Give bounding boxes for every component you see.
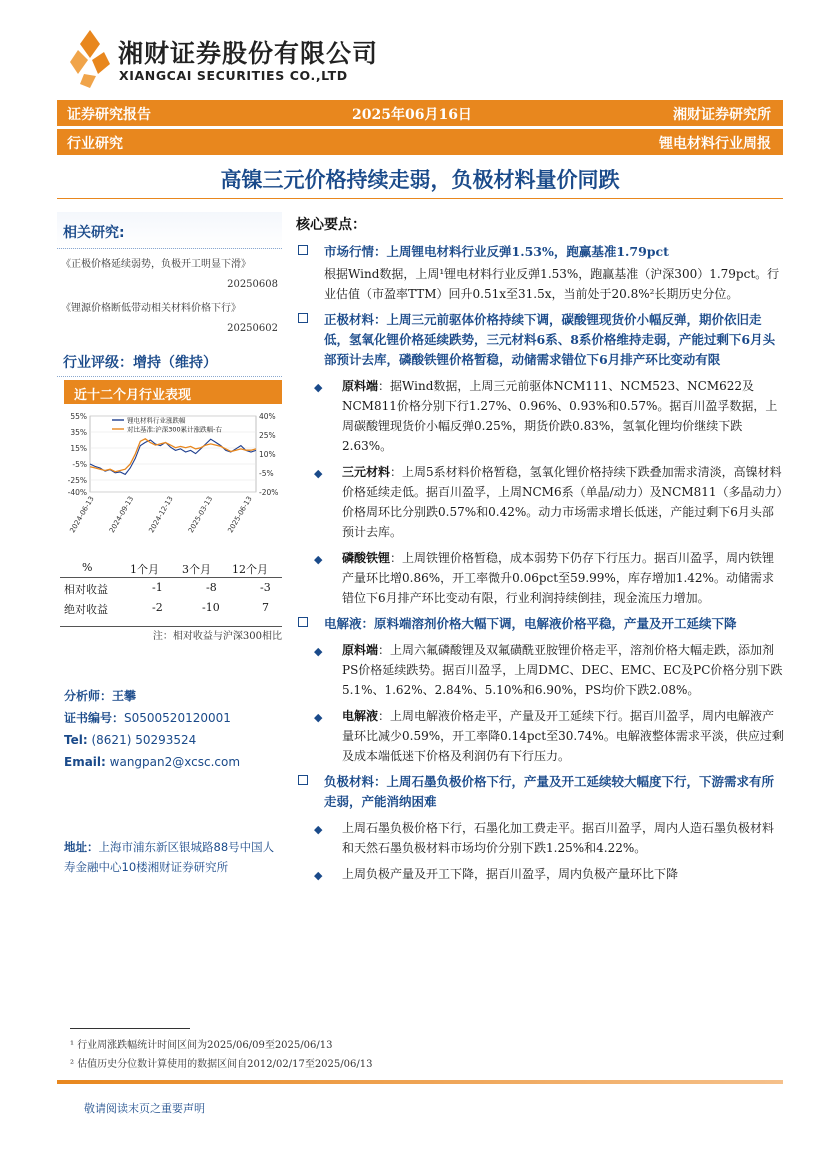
report-title: 高镍三元价格持续走弱，负极材料量价同跌: [220, 168, 620, 192]
analyst-label: 分析师：: [64, 689, 113, 703]
section-electrolyte: [296, 614, 784, 634]
analyst-info: [64, 685, 284, 773]
logo-mark-icon: [70, 30, 112, 88]
x-tick-label: 2024-06-13: [68, 495, 96, 535]
footnote-divider: [70, 1028, 190, 1029]
title-divider: [57, 198, 783, 199]
address-label: 地址：: [64, 840, 99, 854]
y-right-tick-label: 10%: [259, 450, 276, 459]
list-item: ◆ 磷酸铁锂：上周铁锂价格暂稳，成本弱势下仍存下行压力。据百川盈孚，周内铁锂产量环比增0.86%，开工率微升0.06pct至59.99%，库存增加1.42%。动储需求错位下6月排产环比变动有限，行业利润持续倒挂，现金流压力增加。: [314, 551, 775, 605]
core-title: 核心要点：: [296, 217, 366, 233]
table-cell: -10: [202, 601, 220, 614]
table-note: 注：相对收益与沪深300相比: [60, 626, 282, 642]
y-right-tick-label: 40%: [259, 412, 276, 421]
list-item: ◆ 电解液：上周电解液价格走平，产量及开工延续下行。据百川盈孚，周内电解液产量环比减少0.59%，开工率降0.14pct至30.74%。电解液整体需求平淡，供应过剩及成本端低迷下价格及利润仍有下行压力。: [314, 709, 784, 763]
performance-table: [60, 558, 282, 618]
y-left-tick-label: -40%: [67, 488, 87, 497]
report-type: 证券研究报告: [67, 107, 151, 123]
related-research-list: [57, 257, 282, 337]
section-headline: 负极材料：上周石墨负极价格下行，产量及开工延续较大幅度下行，下游需求有所走弱，产能消纳困难: [324, 774, 775, 809]
checkbox-square-icon: [298, 617, 308, 627]
tel-value: (8621) 50293524: [91, 733, 197, 747]
performance-title: 近十二个月行业表现: [64, 380, 282, 404]
x-tick-label: 2024-09-13: [107, 495, 136, 535]
rating-label: 行业评级：: [63, 355, 133, 371]
related-item-date: 20250602: [227, 323, 278, 334]
table-cell: -1: [152, 581, 163, 594]
list-item: ◆ 原料端：据Wind数据，上周三元前驱体NCM111、NCM523、NCM622及NCM811价格分别下行1.27%、0.96%、0.93%和0.57%。据百川盈孚数据，上周碳酸锂现货价小幅反弹0.25%，期货价跌0.83%，氢氧化锂均价继续下跌2.63%。: [314, 379, 778, 453]
tel-label: Tel:: [64, 733, 88, 747]
table-header: %: [82, 561, 93, 574]
analyst-row: [64, 685, 284, 707]
address: [64, 837, 284, 877]
list-item: ◆ 上周石墨负极价格下行，石墨化加工费走平。据百川盈孚，周内人造石墨负极材料和天然石墨负极材料市场均价分别下跌1.25%和4.22%。: [314, 821, 775, 855]
institute-name: 湘财证券研究所: [673, 107, 771, 123]
performance-chart: [60, 408, 282, 548]
email-row: [64, 751, 284, 773]
y-left-tick-label: 15%: [70, 444, 87, 453]
legend-entry: 对比基准:沪深300累计涨跌幅-右: [127, 425, 222, 434]
cert-label: 证书编号：: [64, 711, 125, 725]
diamond-bullet-icon: ◆: [314, 869, 323, 882]
y-left-tick-label: -25%: [67, 476, 87, 485]
section-cathode: [296, 310, 784, 370]
x-tick-label: 2024-12-13: [147, 495, 175, 535]
y-right-tick-label: 25%: [259, 431, 276, 440]
list-item: ◆ 上周负极产量及开工下降，据百川盈孚，周内负极产量环比下降: [296, 864, 784, 884]
y-left-tick-label: 55%: [70, 412, 87, 421]
analyst-name: 王攀: [112, 689, 137, 703]
table-header: 12个月: [232, 563, 268, 576]
y-right-tick-label: -20%: [259, 488, 279, 497]
table-header: 3个月: [182, 563, 211, 576]
sidebar: [57, 212, 282, 337]
series-line-2: [90, 439, 256, 472]
y-right-tick-label: -5%: [259, 469, 274, 478]
header-band-bottom: [57, 129, 783, 155]
checkbox-square-icon: [298, 245, 308, 255]
diamond-bullet-icon: ◆: [314, 645, 323, 658]
checkbox-square-icon: [298, 775, 308, 785]
y-left-tick-label: 35%: [70, 428, 87, 437]
company-name-cn: 湘财证券股份有限公司: [118, 39, 379, 68]
x-tick-label: 2025-06-13: [226, 495, 254, 535]
diamond-bullet-icon: ◆: [314, 823, 323, 836]
table-header-row: [60, 558, 282, 578]
industry-rating: [57, 352, 282, 377]
section-headline: 正极材料：上周三元前驱体价格持续下调，碳酸锂现货价小幅反弹，期价依旧走低，氢氧化锂价格延续跌势，三元材料6系、8系价格维持走弱，产能过剩下6月头部预计去库，磷酸铁锂价格暂稳，动储需求错位下6月排产环比变动有限: [324, 312, 776, 367]
related-item-title[interactable]: 《正极价格延续弱势，负极开工明显下滑》: [61, 259, 251, 270]
list-item: ◆ 三元材料：上周5系材料价格暂稳，氢氧化锂价格持续下跌叠加需求清淡，高镍材料价格延续走低。据百川盈孚，上周NCM6系（单晶/动力）及NCM811（多晶动力）价格周环比分别跌0.57%和0.42%。动力市场需求增长低迷，产能过剩下6月头部预计去库。: [314, 465, 783, 539]
diamond-bullet-icon: ◆: [314, 553, 323, 566]
email-label: Email:: [64, 755, 106, 769]
tel-row: [64, 729, 284, 751]
address-value: 上海市浦东新区银城路88号中国人寿金融中心10楼湘财证券研究所: [64, 840, 275, 874]
footnote: ¹ 行业周涨跌幅统计时间区间为2025/06/09至2025/06/13: [70, 1040, 333, 1051]
series-line-1: [90, 439, 256, 474]
y-left-tick-label: -5%: [72, 460, 87, 469]
section-headline: 电解液：原料端溶剂价格大幅下调，电解液价格平稳，产量及开工延续下降: [324, 616, 737, 631]
list-item: ◆ 原料端：上周六氟磷酸锂及双氟磺酰亚胺锂价格走平，溶剂价格大幅走跌，添加剂PS价格延续跌势。据百川盈孚，上周DMC、DEC、EMC、EC及PC价格分别下跌5.1%、1.62%、2.84%、5.10%和6.90%，PS均价下跌2.08%。: [314, 643, 783, 697]
footer-bar: [57, 1080, 783, 1084]
table-cell: -8: [206, 581, 217, 594]
section-market: [296, 242, 784, 262]
table-cell: -2: [152, 601, 163, 614]
table-cell: 7: [262, 601, 269, 614]
related-research-title: 相关研究:: [57, 212, 282, 249]
cert-row: [64, 707, 284, 729]
email-link[interactable]: wangpan2@xcsc.com: [109, 755, 241, 769]
report-date: 2025年06月16日: [352, 107, 472, 123]
row-label: 绝对收益: [64, 603, 108, 616]
x-tick-label: 2025-03-13: [186, 495, 215, 535]
core-points: [296, 214, 784, 884]
report-series: 锂电材料行业周报: [659, 136, 771, 152]
table-cell: -3: [260, 581, 271, 594]
header-band-top: [57, 100, 783, 126]
diamond-bullet-icon: ◆: [314, 467, 323, 480]
related-item-title[interactable]: 《锂源价格断低带动相关材料价格下行》: [61, 303, 241, 314]
report-category: 行业研究: [67, 136, 123, 152]
section-headline: 市场行情：上周锂电材料行业反弹1.53%，跑赢基准1.79pct: [324, 244, 669, 259]
related-item-date: 20250608: [227, 279, 278, 290]
company-name-en: XIANGCAI SECURITIES CO.,LTD: [119, 68, 348, 83]
footnote: ² 估值历史分位数计算使用的数据区间自2012/02/17至2025/06/13: [70, 1059, 373, 1070]
table-row: [60, 598, 282, 618]
diamond-bullet-icon: ◆: [314, 711, 323, 724]
checkbox-square-icon: [298, 313, 308, 323]
section-anode: [296, 772, 784, 812]
table-header: 1个月: [130, 563, 159, 576]
company-logo: [70, 30, 390, 88]
diamond-bullet-icon: ◆: [314, 381, 323, 394]
row-label: 相对收益: [64, 583, 108, 596]
cert-value: S0500520120001: [124, 711, 231, 725]
rating-value: 增持（维持）: [133, 355, 217, 371]
table-row: [60, 578, 282, 598]
market-paragraph: 根据Wind数据，上周¹锂电材料行业反弹1.53%，跑赢基准（沪深300）1.79pct。行业估值（市盈率TTM）回升0.51x至31.5x，当前处于20.8%²长期历史分位。: [324, 267, 780, 301]
legend-entry: 锂电材料行业涨跌幅: [127, 416, 186, 425]
disclaimer-link[interactable]: 敬请阅读末页之重要声明: [84, 1102, 205, 1115]
